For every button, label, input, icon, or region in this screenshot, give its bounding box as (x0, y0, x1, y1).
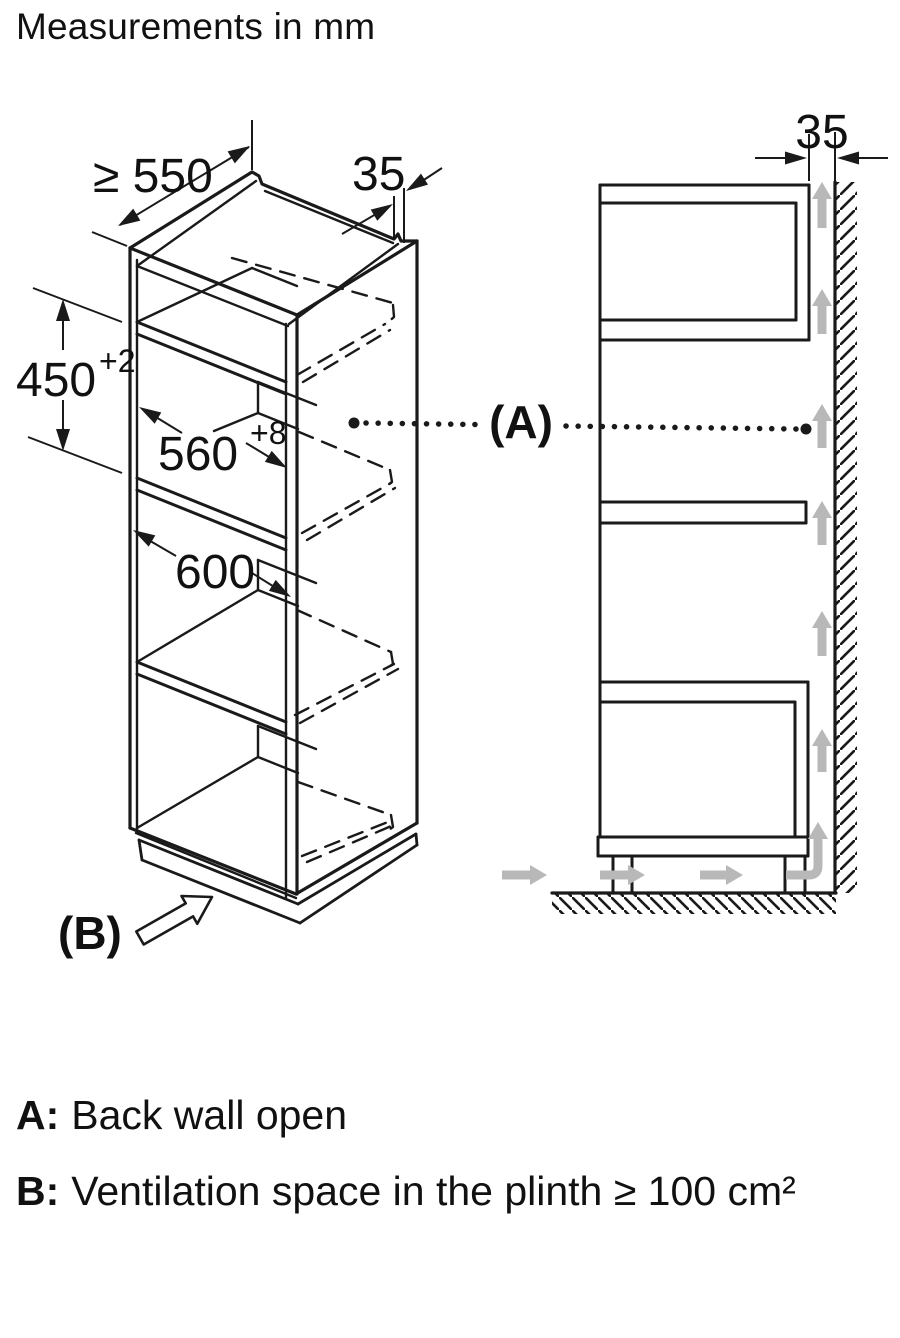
airflow-arrows (502, 182, 832, 885)
marker-b-label: (B) (58, 907, 122, 959)
dim-niche-depth-label: 560 (158, 428, 239, 481)
dim-width-label: 600 (175, 546, 256, 599)
dim-wall-gap-35 (755, 106, 888, 181)
legend-item-a (16, 1092, 347, 1139)
dim-niche-depth-560 (139, 407, 287, 481)
airflow-up-arrow (812, 611, 832, 656)
plinth-airflow-arrow (136, 896, 212, 945)
legend-item-b (16, 1168, 796, 1215)
legend-a-key: A: (16, 1092, 60, 1138)
marker-b (58, 896, 212, 959)
airflow-up-arrow (812, 289, 832, 334)
airflow-up-arrow (812, 182, 832, 228)
wall (835, 182, 857, 893)
legend-a-text: Back wall open (71, 1092, 348, 1138)
airflow-right-arrow (600, 865, 645, 885)
dim-niche-depth-tolerance: +8 (250, 415, 287, 451)
floor (552, 893, 836, 914)
airflow-up-arrow (812, 404, 832, 448)
airflow-up-arrow (812, 501, 832, 545)
marker-a-endpoint-left (349, 418, 360, 429)
dim-niche-height-label: 450 (16, 354, 97, 407)
dim-depth-550 (92, 120, 252, 246)
marker-a-endpoint-right (801, 424, 812, 435)
isometric-cabinet-view (130, 172, 417, 923)
dim-niche-height-tolerance: +2 (99, 343, 136, 379)
dim-top-rail-35-label: 35 (352, 148, 406, 201)
dim-wall-gap-label: 35 (795, 106, 849, 159)
airflow-right-arrow (502, 865, 547, 885)
side-cabinet-outline (598, 185, 809, 892)
marker-a-dotted-line-left (366, 423, 476, 425)
marker-a-label: (A) (489, 396, 553, 448)
legend-b-key: B: (16, 1168, 60, 1214)
cabinet-inner-edges (136, 181, 398, 898)
page-title: Measurements in mm (16, 6, 376, 47)
marker-a-dotted-line-right (566, 426, 797, 429)
dim-depth-550-label: ≥ 550 (93, 150, 213, 203)
legend-b-text: Ventilation space in the plinth ≥ 100 cm² (71, 1168, 796, 1214)
dim-niche-height-450 (16, 288, 135, 473)
airflow-right-arrow (700, 865, 743, 885)
airflow-up-arrow (812, 729, 832, 772)
side-section-view (552, 182, 857, 914)
